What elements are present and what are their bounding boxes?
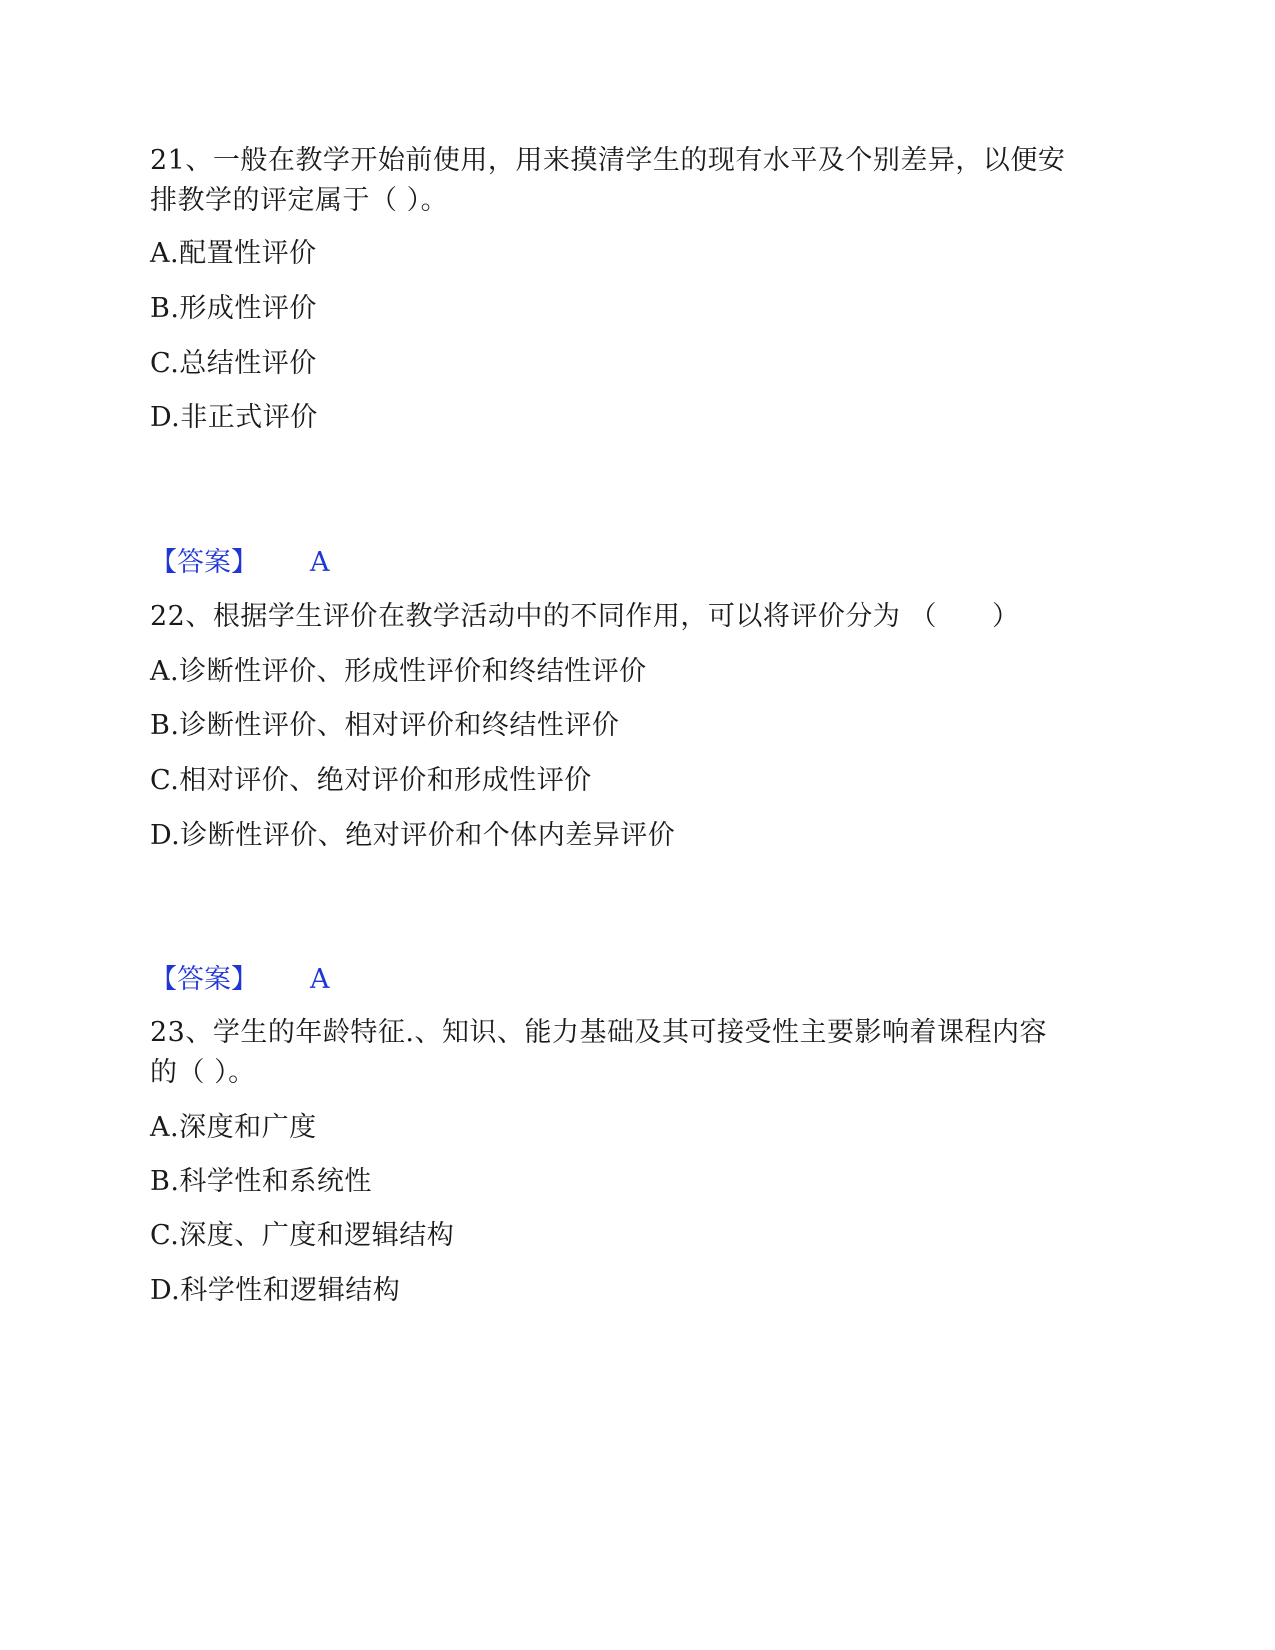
question-21-option-b: B.形成性评价 [150,293,317,324]
question-23-stem-line-1: 23、学生的年龄特征.、知识、能力基础及其可接受性主要影响着课程内容 [150,1017,1047,1048]
question-23-option-a: A.深度和广度 [150,1112,317,1143]
answer-label: 【答案】 [150,547,258,578]
question-22-option-c: C.相对评价、绝对评价和形成性评价 [150,765,592,796]
question-22-option-a: A.诊断性评价、形成性评价和终结性评价 [150,656,647,687]
question-21-stem-line-2: 排教学的评定属于（ ）。 [150,185,449,216]
question-23-stem-line-2: 的（ ）。 [150,1057,256,1088]
question-23-option-b: B.科学性和系统性 [150,1166,372,1197]
question-21-answer [150,543,330,583]
answer-value: A [310,547,330,578]
question-23-option-c: C.深度、广度和逻辑结构 [150,1220,455,1251]
question-22-option-b: B.诊断性评价、相对评价和终结性评价 [150,710,620,741]
question-22-option-d: D.诊断性评价、绝对评价和个体内差异评价 [150,820,676,851]
question-21-option-a: A.配置性评价 [150,238,317,269]
question-21-stem-line-1: 21、一般在教学开始前使用，用来摸清学生的现有水平及个别差异，以便安 [150,145,1066,176]
question-21-option-c: C.总结性评价 [150,348,317,379]
answer-label: 【答案】 [150,964,258,995]
question-22-answer [150,960,330,1000]
question-22-stem-line-1: 22、根据学生评价在教学活动中的不同作用，可以将评价分为 （ ） [150,601,1020,632]
answer-value: A [310,964,330,995]
question-21-option-d: D.非正式评价 [150,402,318,433]
question-23-option-d: D.科学性和逻辑结构 [150,1275,401,1306]
